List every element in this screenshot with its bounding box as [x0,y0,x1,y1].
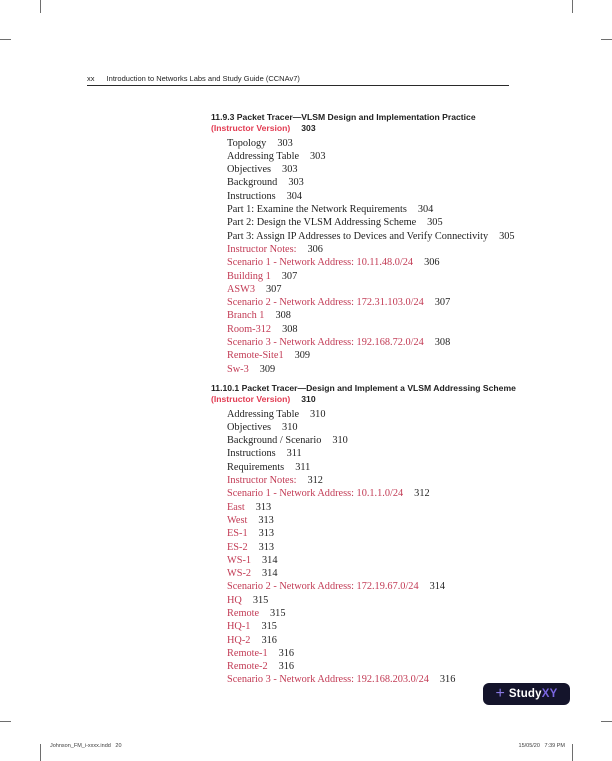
toc-entry [211,527,583,540]
section-heading-line2 [211,123,583,134]
toc-entry-label: Room-312 [227,323,272,335]
toc-entry [211,163,583,176]
toc-section [211,383,583,687]
toc-entry-page: 308 [282,323,298,335]
toc-entry-page: 305 [499,230,515,242]
toc-entry-page: 313 [258,541,275,553]
toc-entry-page: 310 [332,435,348,447]
section-heading-title: 11.10.1 Packet Tracer—Design and Implement a VLSM Addressing Scheme [211,382,516,393]
toc-entry-page: 305 [427,217,443,229]
toc-entry-page: 310 [310,408,326,420]
section-page-number: 303 [301,122,316,133]
toc-entry [211,647,583,660]
toc-entry-page: 312 [307,475,323,487]
toc-entry-label: Topology [227,137,267,149]
toc-entry [211,461,583,474]
section-heading [211,112,583,134]
toc-entry [211,514,583,527]
toc-entry-page: 314 [262,554,278,566]
toc-entry-label: HQ-2 [227,634,251,646]
toc-entry [211,270,583,283]
plus-icon: + [495,685,505,702]
toc-entry-page: 315 [270,607,286,619]
toc-entry [211,408,583,421]
toc-entry [211,554,583,567]
toc-entry-label: West [227,514,248,526]
toc-entry-page: 304 [417,204,434,216]
toc-entry-page: 312 [414,488,430,500]
toc-entry [211,501,583,514]
toc-entry-label: Part 2: Design the VLSM Addressing Scheme [227,217,417,229]
toc-entry-label: Instructor Notes: [227,475,297,487]
toc-entry-page: 307 [434,297,451,309]
instructor-version-label: (Instructor Version) [211,393,291,404]
toc-entry-label: WS-2 [227,568,252,580]
header-rule [87,85,509,86]
toc-entry [211,296,583,309]
toc-entry-page: 303 [310,150,326,162]
toc-entry [211,634,583,647]
section-page-number: 310 [301,393,316,404]
toc-entry [211,137,583,150]
toc-entry-page: 308 [434,337,451,349]
toc-entry-page: 313 [255,501,272,513]
toc-entry [211,283,583,296]
toc-entry-label: Addressing Table [227,150,300,162]
toc-entry-page: 313 [258,528,275,540]
toc-entry-page: 306 [424,257,440,269]
toc-entry [211,541,583,554]
toc-entry-label: Remote-Site1 [227,350,284,362]
toc-entry-label: ES-1 [227,528,248,540]
studyxy-logo-study-text: Study [508,688,542,700]
toc-entry-label: Scenario 3 - Network Address: 192.168.72.0/24 [227,337,424,349]
toc-entry-page: 315 [252,594,269,606]
toc-entry-label: East [227,501,245,513]
toc-entry-label: Requirements [227,461,285,473]
toc-entry-page: 303 [282,164,298,176]
toc-entry-page: 316 [439,674,456,686]
crop-mark-bottom-right-v [572,744,573,761]
crop-mark-top-right-h [601,39,612,40]
toc-entry-page: 307 [266,283,282,295]
toc-entry-page: 313 [258,514,274,526]
section-heading-title: 11.9.3 Packet Tracer—VLSM Design and Implementation Practice [211,112,476,122]
toc-entry-label: Remote [227,607,260,619]
page-folio: xx [87,74,95,83]
toc-entry-label: HQ [227,594,242,606]
toc-entry [211,421,583,434]
toc-entry-label: Instructor Notes: [227,243,297,255]
toc-entry [211,567,583,580]
toc-entry [211,434,583,447]
toc-entry-label: Objectives [227,164,272,176]
toc-entry-label: Background / Scenario [227,435,322,447]
running-header-title: Introduction to Networks Labs and Study Guide (CCNAv7) [106,74,300,83]
toc-entry-label: Scenario 3 - Network Address: 192.168.203.0/24 [227,674,429,686]
toc-entry [211,150,583,163]
toc-entry-page: 316 [278,661,295,673]
toc-entry-label: Scenario 2 - Network Address: 172.19.67.0/24 [227,581,419,593]
toc-entry-label: Instructions [227,448,276,460]
toc-entry [211,363,583,376]
toc-entry-page: 314 [429,581,446,593]
toc-entry [211,203,583,216]
toc-entry [211,216,583,229]
toc-entry [211,607,583,620]
toc-entry [211,487,583,500]
toc-entry [211,256,583,269]
toc-entry-label: Scenario 1 - Network Address: 10.1.1.0/24 [227,488,404,500]
crop-mark-bottom-right-h [601,721,612,722]
toc-entry-label: Remote-2 [227,661,268,673]
toc-entry [211,447,583,460]
toc-entry-page: 310 [282,421,298,433]
toc-entry [211,323,583,336]
crop-mark-bottom-left-h [0,721,11,722]
toc-entry-page: 304 [286,190,303,202]
toc-entry-page: 311 [295,461,311,473]
toc-entry-label: Building 1 [227,270,271,282]
running-header [87,74,300,83]
toc-entry-page: 311 [286,448,302,460]
toc-entry-label: Part 1: Examine the Network Requirements [227,204,407,216]
crop-mark-top-left-h [0,39,11,40]
toc-entry [211,243,583,256]
toc-entry [211,580,583,593]
instructor-version-label: (Instructor Version) [211,122,291,133]
toc-entry-page: 309 [259,363,276,375]
toc-entry-page: 303 [288,177,304,189]
toc-entry-label: Addressing Table [227,408,300,420]
toc-entry [211,474,583,487]
toc-entry [211,660,583,673]
toc-entry [211,309,583,322]
toc-entry-label: HQ-1 [227,621,251,633]
toc-entry-label: Remote-1 [227,647,268,659]
table-of-contents [211,112,583,687]
toc-entry [211,176,583,189]
toc-entry-page: 315 [261,621,277,633]
toc-entry-label: Objectives [227,421,272,433]
crop-mark-top-right-v [572,0,573,13]
toc-entry [211,349,583,362]
toc-section [211,112,583,376]
toc-entry [211,190,583,203]
toc-entry-label: Background [227,177,278,189]
toc-entry-label: WS-1 [227,554,252,566]
footer-slug-timestamp: 15/05/20 7:39 PM [518,743,565,749]
toc-entry-page: 307 [281,270,298,282]
toc-entry-label: Part 3: Assign IP Addresses to Devices and Verify Connectivity [227,230,489,242]
toc-entry-label: Instructions [227,190,276,202]
crop-mark-bottom-left-v [40,744,41,761]
toc-entry-label: Branch 1 [227,310,265,322]
section-heading [211,383,583,405]
toc-entry-label: ES-2 [227,541,248,553]
toc-entry-page: 316 [261,634,277,646]
toc-entry-label: ASW3 [227,283,256,295]
toc-entry [211,620,583,633]
toc-entry [211,336,583,349]
toc-entry-label: Sw-3 [227,363,249,375]
toc-entry [211,594,583,607]
toc-entry-page: 309 [294,350,311,362]
toc-entry-page: 314 [262,568,278,580]
toc-entry-label: Scenario 1 - Network Address: 10.11.48.0/24 [227,257,414,269]
toc-entry-page: 316 [278,647,295,659]
toc-entry [211,230,583,243]
toc-entry-label: Scenario 2 - Network Address: 172.31.103.0/24 [227,297,424,309]
toc-entry-page: 306 [307,243,323,255]
toc-entry-page: 303 [277,137,293,149]
crop-mark-top-left-v [40,0,41,13]
footer-slug-filename: Johnson_FM_i-xxxx.indd 20 [50,743,122,749]
toc-entry-page: 308 [275,310,291,322]
studyxy-logo-xy-text: XY [541,688,558,700]
studyxy-logo [483,683,570,705]
section-heading-line2 [211,394,583,405]
